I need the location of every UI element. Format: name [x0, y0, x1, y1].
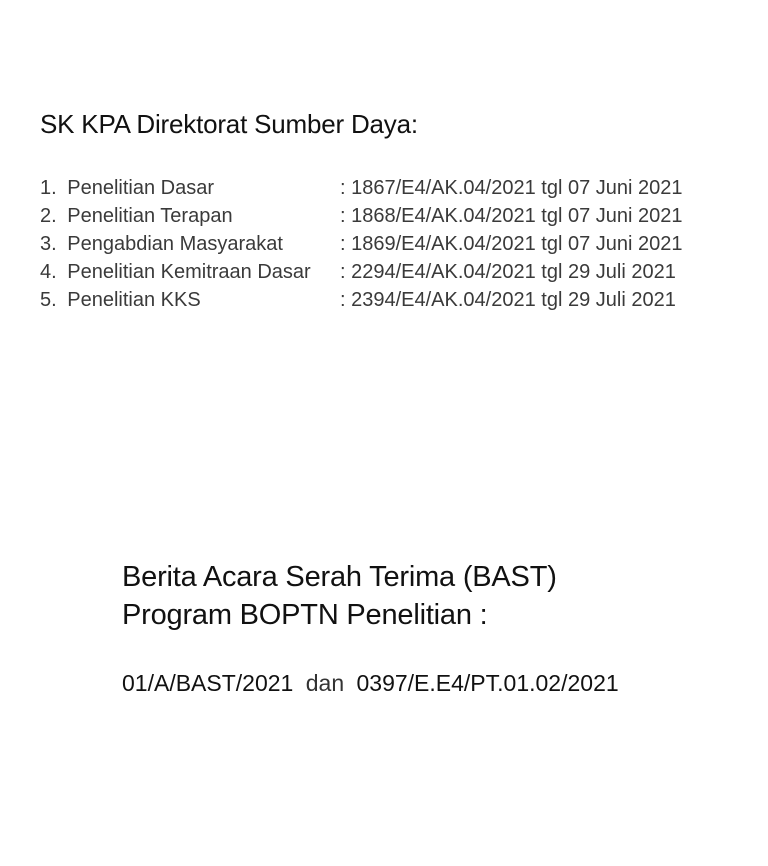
- item-number: 5.: [40, 289, 57, 311]
- item-number: 3.: [40, 233, 57, 255]
- bast-title-line2: Program BOPTN Penelitian :: [122, 599, 488, 631]
- item-reference: : 2294/E4/AK.04/2021 tgl 29 Juli 2021: [340, 261, 676, 283]
- bast-title-line1: Berita Acara Serah Terima (BAST): [122, 561, 557, 593]
- list-item: [40, 230, 760, 258]
- item-reference: : 1869/E4/AK.04/2021 tgl 07 Juni 2021: [340, 233, 683, 255]
- bast-block: [122, 558, 619, 698]
- item-reference: : 1868/E4/AK.04/2021 tgl 07 Juni 2021: [340, 205, 683, 227]
- item-name: Pengabdian Masyarakat: [67, 233, 283, 255]
- sk-heading: SK KPA Direktorat Sumber Daya:: [40, 109, 418, 139]
- sk-list: [40, 174, 760, 314]
- item-number: 4.: [40, 261, 57, 283]
- item-number: 2.: [40, 205, 57, 227]
- item-name: Penelitian KKS: [67, 289, 201, 311]
- bast-numbers: [122, 668, 619, 698]
- bast-conjunction: dan: [305, 670, 345, 696]
- item-reference: : 1867/E4/AK.04/2021 tgl 07 Juni 2021: [340, 177, 683, 199]
- list-item: [40, 258, 760, 286]
- bast-number-second: 0397/E.E4/PT.01.02/2021: [356, 670, 619, 696]
- list-item: [40, 202, 760, 230]
- bast-number-first: 01/A/BAST/2021: [122, 670, 294, 696]
- item-reference: : 2394/E4/AK.04/2021 tgl 29 Juli 2021: [340, 289, 676, 311]
- item-name: Penelitian Kemitraan Dasar: [67, 261, 311, 283]
- item-number: 1.: [40, 177, 57, 199]
- item-name: Penelitian Dasar: [67, 177, 214, 199]
- list-item: [40, 174, 760, 202]
- list-item: [40, 286, 760, 314]
- item-name: Penelitian Terapan: [67, 205, 233, 227]
